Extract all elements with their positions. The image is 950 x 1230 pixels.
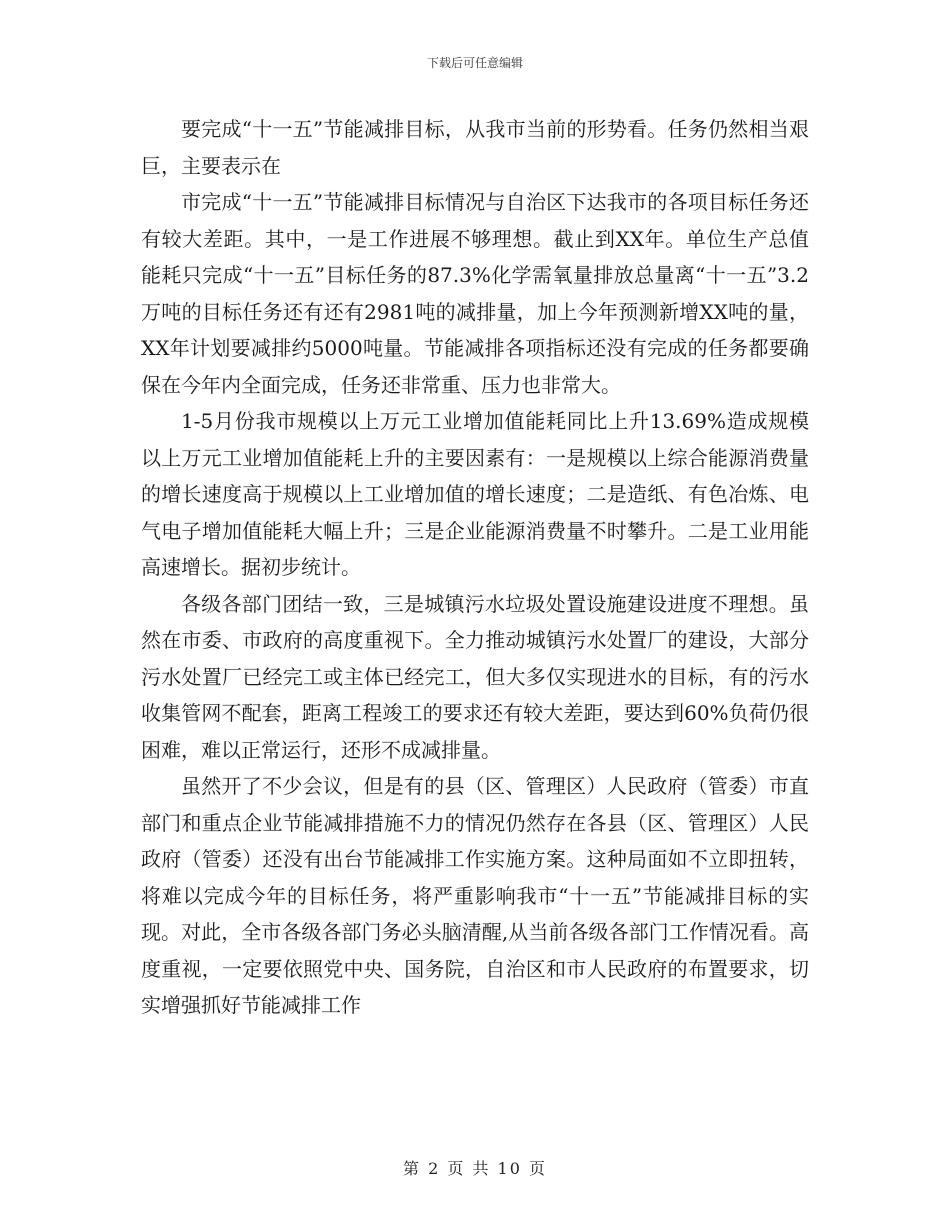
page-number-footer: 第 2 页 共 10 页: [403, 1159, 547, 1178]
paragraph-4: 各级各部门团结一致，三是城镇污水垃圾处置设施建设进度不理想。虽然在市委、市政府的高度重视下。全力推动城镇污水处置厂的建设，大部分污水处置厂已经完工或主体已经完工，但大多仅实现进水的目标，有的污水收集管网不配套，距离工程竣工的要求还有较大差距，要达到60%负荷仍很困难，难以正常运行，还形不成减排量。: [141, 591, 809, 762]
page-header-note: 下载后可任意编辑: [426, 56, 523, 70]
paragraph-3: 1-5月份我市规模以上万元工业增加值能耗同比上升13.69%造成规模以上万元工业增加值能耗上升的主要因素有：一是规模以上综合能源消费量的增长速度高于规模以上工业增加值的增长速度；二是造纸、有色冶炼、电气电子增加值能耗大幅上升；三是企业能源消费量不时攀升。二是工业用能高速增长。据初步统计。: [141, 409, 809, 579]
paragraph-5: 虽然开了不少会议，但是有的县（区、管理区）人民政府（管委）市直部门和重点企业节能减排措施不力的情况仍然存在各县（区、管理区）人民政府（管委）还没有出台节能减排工作实施方案。这种局面如不立即扭转，将难以完成今年的目标任务，将严重影响我市“十一五”节能减排目标的实现。对此，全市各级各部门务必头脑清醒,从当前各级各部门工作情况看。高度重视，一定要依照党中央、国务院，自治区和市人民政府的布置要求，切实增强抓好节能减排工作: [141, 774, 809, 1017]
document-body: [141, 111, 809, 1024]
paragraph-1: 要完成“十一五”节能减排目标，从我市当前的形势看。任务仍然相当艰巨，主要表示在: [141, 117, 809, 178]
paragraph-2: 市完成“十一五”节能减排目标情况与自治区下达我市的各项目标任务还有较大差距。其中，一是工作进展不够理想。截止到XX年。单位生产总值能耗只完成“十一五”目标任务的87.3%化学需氧量排放总量离“十一五”3.2万吨的目标任务还有还有2981吨的减排量，加上今年预测新增XX吨的量，XX年计划要减排约5000吨量。节能减排各项指标还没有完成的任务都要确保在今年内全面完成，任务还非常重、压力也非常大。: [141, 190, 809, 397]
